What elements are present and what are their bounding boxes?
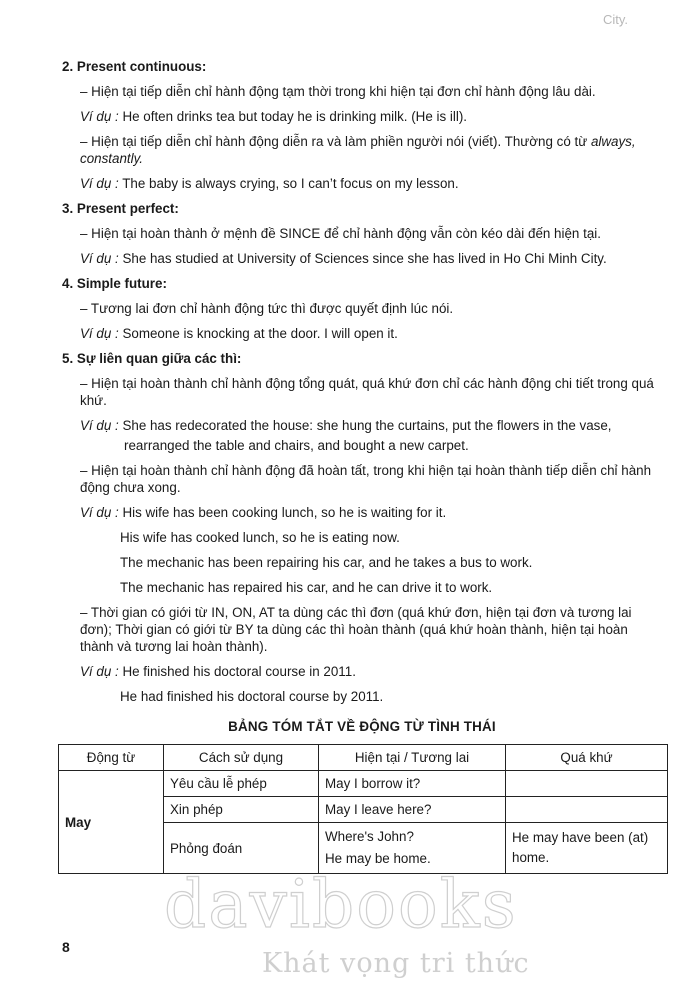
- example-line: [80, 175, 662, 192]
- example-continuation: His wife has cooked lunch, so he is eating now.: [120, 530, 400, 545]
- past-cell: He may have been (at) home.: [506, 823, 668, 874]
- present-cell: May I leave here?: [319, 797, 506, 823]
- example-label: Ví dụ :: [80, 326, 119, 341]
- page-content: [62, 58, 662, 874]
- usage-cell: Yêu cầu lễ phép: [164, 771, 319, 797]
- example-text: She has redecorated the house: she hung the curtains, put the flowers in the vase,: [118, 418, 612, 433]
- page-number: 8: [62, 939, 70, 955]
- header-usage: Cách sử dụng: [164, 745, 319, 771]
- table-title: BẢNG TÓM TẮT VỀ ĐỘNG TỪ TÌNH THÁI: [228, 719, 496, 734]
- table-header-row: [59, 745, 668, 771]
- rule-text: – Thời gian có giới từ IN, ON, AT ta dùng các thì đơn (quá khứ đơn, hiện tại đơn và tương lai đơn); Thời gian có giới từ BY ta dùng các thì hoàn thành (quá khứ hoàn thành, hiện tại hoàn thành và tương lai hoàn thành).: [80, 605, 632, 654]
- example-line: [80, 250, 662, 267]
- example-label: Ví dụ :: [80, 664, 119, 679]
- example-line: [80, 108, 662, 125]
- usage-cell: Xin phép: [164, 797, 319, 823]
- header-past: Quá khứ: [506, 745, 668, 771]
- example-line: [80, 504, 662, 521]
- example-line: [80, 663, 662, 680]
- rule-text: – Hiện tại hoàn thành chỉ hành động đã hoàn tất, trong khi hiện tại hoàn thành tiếp diễn chỉ hành động chưa xong.: [80, 463, 652, 495]
- header-verb: Động từ: [59, 745, 164, 771]
- example-text: He often drinks tea but today he is drinking milk. (He is ill).: [118, 109, 468, 124]
- example-label: Ví dụ :: [80, 109, 119, 124]
- past-cell: [506, 771, 668, 797]
- rule-text-main: – Hiện tại tiếp diễn chỉ hành động diễn ra và làm phiền người nói (viết). Thường có từ: [80, 134, 591, 149]
- example-continuation: He had finished his doctoral course by 2011.: [120, 689, 384, 704]
- example-label: Ví dụ :: [80, 418, 119, 433]
- rule-text: – Hiện tại hoàn thành chỉ hành động tổng quát, quá khứ đơn chỉ các hành động chi tiết trong quá khứ.: [80, 376, 654, 408]
- rule-text: [80, 133, 662, 167]
- section-heading: 3. Present perfect:: [62, 201, 179, 216]
- rule-text: – Hiện tại tiếp diễn chỉ hành động tạm thời trong khi hiện tại đơn chỉ hành động lâu dài.: [80, 84, 596, 99]
- corner-text: City.: [602, 12, 628, 27]
- section-heading: 4. Simple future:: [62, 276, 167, 291]
- modal-verb-table: [58, 744, 668, 874]
- example-label: Ví dụ :: [80, 176, 119, 191]
- example-continuation: The mechanic has been repairing his car, and he takes a bus to work.: [120, 555, 533, 570]
- watermark-tagline: Khát vọng tri thức: [262, 948, 530, 979]
- example-text: She has studied at University of Sciences since she has lived in Ho Chi Minh City.: [118, 251, 607, 266]
- example-line: [80, 325, 662, 342]
- example-label: Ví dụ :: [80, 251, 119, 266]
- rule-text: – Tương lai đơn chỉ hành động tức thì được quyết định lúc nói.: [80, 301, 454, 316]
- example-continuation: The mechanic has repaired his car, and he can drive it to work.: [120, 580, 493, 595]
- section-heading: 2. Present continuous:: [62, 59, 207, 74]
- watermark-brand: davibooks: [164, 866, 518, 943]
- example-line: [80, 417, 662, 434]
- rule-text: – Hiện tại hoàn thành ở mệnh đề SINCE để chỉ hành động vẫn còn kéo dài đến hiện tại.: [80, 226, 601, 241]
- section-heading: 5. Sự liên quan giữa các thì:: [62, 351, 242, 366]
- past-cell: [506, 797, 668, 823]
- present-line: He may be home.: [325, 851, 431, 866]
- example-text: His wife has been cooking lunch, so he is waiting for it.: [118, 505, 447, 520]
- example-continuation: rearranged the table and chairs, and bought a new carpet.: [124, 438, 469, 453]
- rule-text-italic: always, constantly.: [80, 134, 636, 166]
- example-label: Ví dụ :: [80, 505, 119, 520]
- usage-cell: Phỏng đoán: [164, 823, 319, 874]
- header-present: Hiện tại / Tương lai: [319, 745, 506, 771]
- present-line: Where's John?: [325, 829, 414, 844]
- table-row: [59, 771, 668, 797]
- verb-cell: May: [59, 771, 164, 874]
- example-text: Someone is knocking at the door. I will open it.: [118, 326, 398, 341]
- present-cell: May I borrow it?: [319, 771, 506, 797]
- example-text: He finished his doctoral course in 2011.: [118, 664, 356, 679]
- example-text: The baby is always crying, so I can’t focus on my lesson.: [118, 176, 459, 191]
